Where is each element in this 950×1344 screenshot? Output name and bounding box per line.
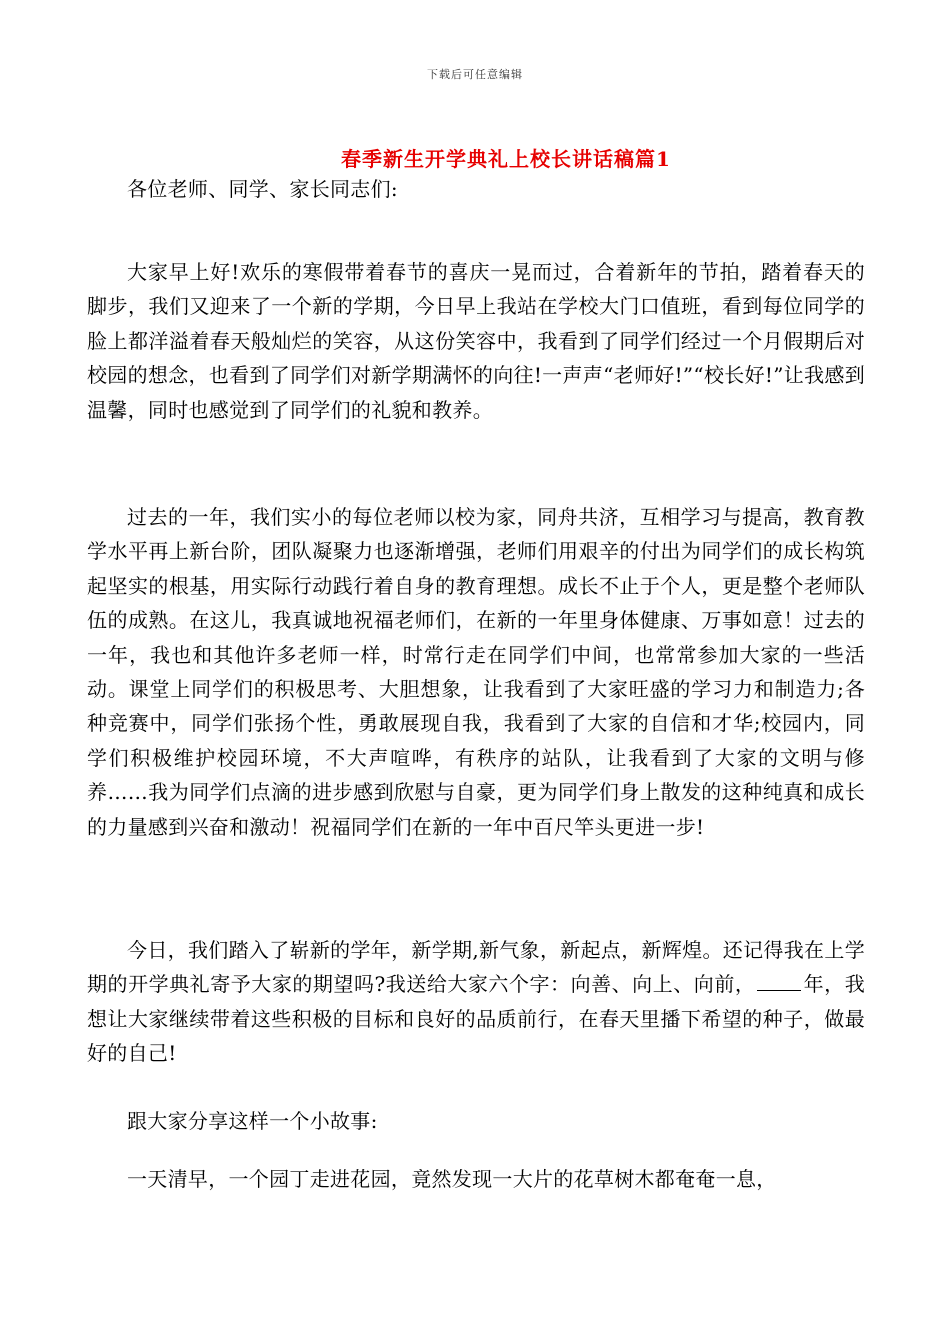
- paragraph-block-2: [87, 500, 865, 844]
- header-note: 下载后可任意编辑: [427, 68, 523, 81]
- paragraph-3-part-1: 今日，我们踏入了崭新的学年，新学期,新气象，新起点，新辉煌。还记得我在上学期的开学典礼寄予大家的期望吗?我送给大家六个字：向善、向上、向前，: [87, 938, 865, 997]
- paragraph-2: 过去的一年，我们实小的每位老师以校为家，同舟共济，互相学习与提高，教育教学水平再上新台阶，团队凝聚力也逐渐增强，老师们用艰辛的付出为同学们的成长构筑起坚实的根基，用实际行动践行着自身的教育理想。成长不止于个人，更是整个老师队伍的成熟。在这儿，我真诚地祝福老师们，在新的一年里身体健康、万事如意！过去的一年，我也和其他许多老师一样，时常行走在同学们中间，也常常参加大家的一些活动。课堂上同学们的积极思考、大胆想象，让我看到了大家旺盛的学习力和制造力;各种竞赛中，同学们张扬个性，勇敢展现自我，我看到了大家的自信和才华;校园内，同学们积极维护校园环境，不大声喧哗，有秩序的站队，让我看到了大家的文明与修养……我为同学们点滴的进步感到欣慰与自豪，更为同学们身上散发的这种纯真和成长的力量感到兴奋和激动！祝福同学们在新的一年中百尺竿头更进一步!: [87, 505, 865, 839]
- paragraph-3: [87, 933, 865, 1071]
- salutation-block: [87, 172, 865, 206]
- salutation: 各位老师、同学、家长同志们:: [127, 177, 398, 201]
- fill-in-blank: [757, 972, 801, 991]
- story-start-block: [87, 1162, 865, 1196]
- story-start: 一天清早，一个园丁走进花园，竟然发现一大片的花草树木都奄奄一息，: [127, 1167, 777, 1191]
- paragraph-3-part-2: 年，我想让大家继续带着这些积极的目标和良好的品质前行，在春天里播下希望的种子，做最好的自己!: [87, 972, 865, 1066]
- document-title: 春季新生开学典礼上校长讲话稿篇1: [341, 147, 671, 171]
- story-intro-block: [87, 1104, 865, 1138]
- paragraph-block-3: [87, 933, 865, 1071]
- paragraph-block-1: [87, 255, 865, 427]
- story-intro: 跟大家分享这样一个小故事:: [127, 1109, 378, 1133]
- paragraph-1: 大家早上好!欢乐的寒假带着春节的喜庆一晃而过，合着新年的节拍，踏着春天的脚步，我们又迎来了一个新的学期，今日早上我站在学校大门口值班，看到每位同学的脸上都洋溢着春天般灿烂的笑容，从这份笑容中，我看到了同学们经过一个月假期后对校园的想念，也看到了同学们对新学期满怀的向往!一声声“老师好!”“校长好!”让我感到温馨，同时也感觉到了同学们的礼貌和教养。: [87, 260, 865, 422]
